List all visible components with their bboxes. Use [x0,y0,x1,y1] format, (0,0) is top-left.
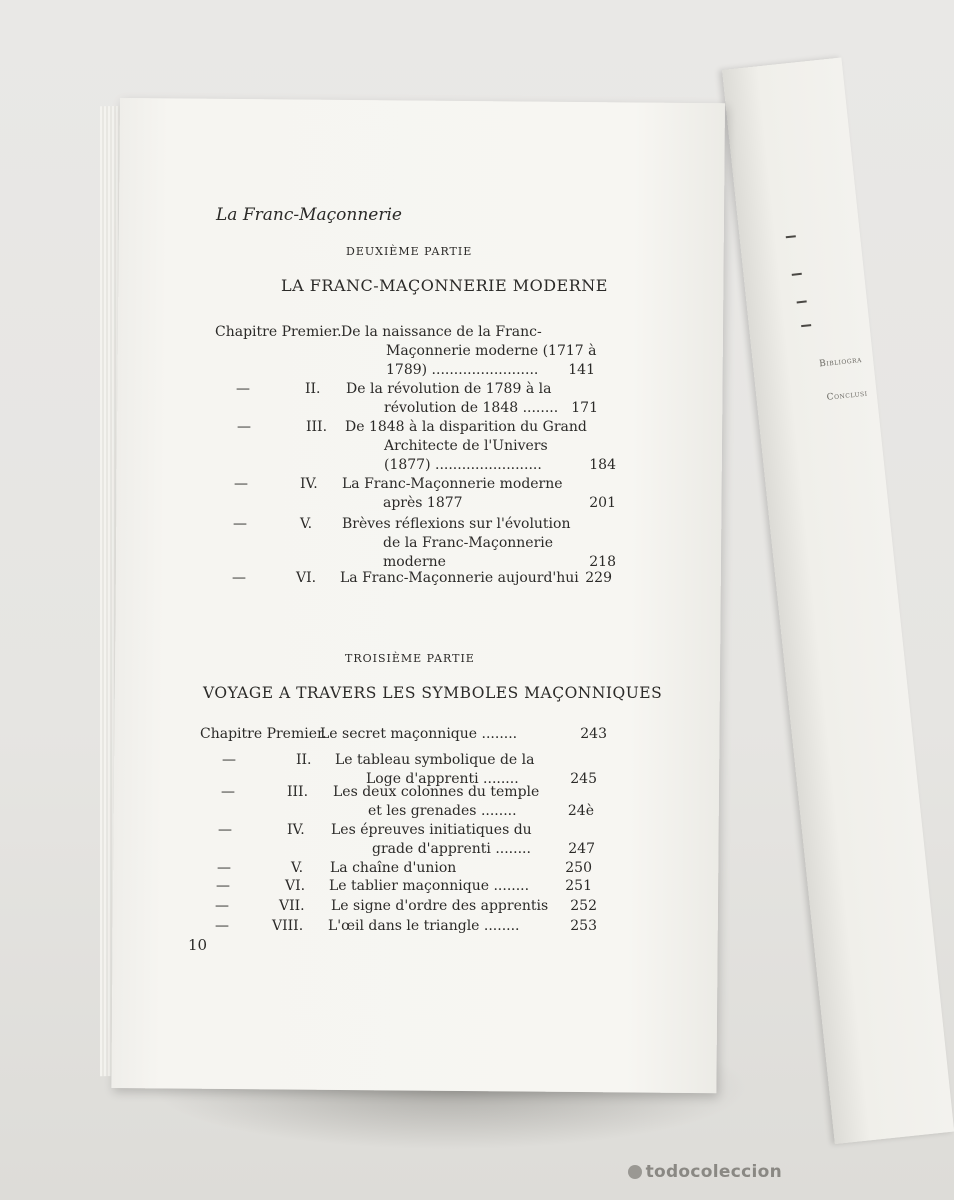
running-head: La Franc-Maçonnerie [216,205,402,225]
facing-conclusion-label: Conclusi [826,388,868,403]
toc-title-line: de la Franc-Maçonnerie [383,535,554,551]
toc-page-number: 247 [568,841,595,857]
toc-chapter-number: III. [287,784,309,800]
facing-page [722,57,954,1144]
toc-page-number: 245 [570,771,597,787]
toc-page-number: 250 [565,860,592,876]
toc-title-line: Maçonnerie moderne (1717 à [386,343,597,359]
toc-dash: — [232,570,246,586]
toc-title-line: La Franc-Maçonnerie aujourd'hui [340,570,579,586]
toc-title-line: (1877) ........................ [384,457,542,473]
toc-dash: — [217,860,231,876]
toc-title-line: 1789) ........................ [386,362,539,378]
toc-chapter-number: III. [306,419,328,435]
toc-page-number: 218 [589,554,616,570]
toc-page-number: 201 [589,495,616,511]
toc-chapter-number: VII. [279,898,305,914]
facing-bibliography-label: Bibliogra [818,354,863,370]
toc-page-number: 243 [580,726,607,742]
toc-dash: — [218,822,232,838]
toc-dash: — [215,898,229,914]
part3-label: TROISIÈME PARTIE [345,652,475,665]
facing-dash [786,235,796,238]
part2-label: DEUXIÈME PARTIE [346,245,473,258]
part2-title: LA FRANC-MAÇONNERIE MODERNE [281,276,608,295]
toc-chapter-number: VIII. [272,918,304,934]
toc-page-number: 252 [570,898,597,914]
toc-title-line: et les grenades ........ [368,803,517,819]
toc-chapter-number: II. [305,381,321,397]
toc-dash: — [215,918,229,934]
toc-title-line: Les épreuves initiatiques du [331,822,532,838]
toc-page-number: 253 [570,918,597,934]
toc-dash: — [222,752,236,768]
toc-title-line: De 1848 à la disparition du Grand [345,419,587,435]
toc-page-number: 184 [589,457,616,473]
facing-dash [801,324,811,327]
toc-title-line: Les deux colonnes du temple [333,784,540,800]
toc-dash: — [234,476,248,492]
toc-page-number: 141 [568,362,595,378]
part3-title: VOYAGE A TRAVERS LES SYMBOLES MAÇONNIQUES [203,684,663,702]
toc-title-line: Le signe d'ordre des apprentis [331,898,549,914]
page-number: 10 [188,936,208,954]
toc-chapter-number: IV. [300,476,318,492]
watermark [628,1162,782,1182]
toc-title-line: La Franc-Maçonnerie moderne [342,476,563,492]
toc-title-line: La chaîne d'union [330,860,457,876]
toc-dash: — [236,381,250,397]
toc-title-line: révolution de 1848 ........ [384,400,559,416]
toc-chapter-number: Chapitre Premier. [200,726,327,742]
toc-title-line: Le secret maçonnique ........ [320,726,518,742]
watermark-text: todocoleccion [645,1162,782,1182]
toc-title-line: Architecte de l'Univers [384,438,548,454]
toc-title-line: De la naissance de la Franc- [341,324,542,340]
toc-dash: — [233,516,247,532]
toc-title-line: grade d'apprenti ........ [372,841,531,857]
toc-chapter-number: Chapitre Premier. [215,324,342,340]
toc-chapter-number: V. [291,860,304,876]
toc-dash: — [216,878,230,894]
toc-dash: — [237,419,251,435]
toc-chapter-number: II. [296,752,312,768]
toc-page-number: 24è [567,803,594,819]
watermark-logo-icon [628,1165,642,1179]
toc-chapter-number: V. [300,516,313,532]
toc-chapter-number: VI. [285,878,306,894]
toc-title-line: De la révolution de 1789 à la [346,381,552,397]
toc-chapter-number: IV. [287,822,305,838]
toc-title-line: Le tableau symbolique de la [335,752,535,768]
toc-chapter-number: VI. [296,570,317,586]
toc-page-number: 171 [571,400,598,416]
toc-title-line: L'œil dans le triangle ........ [328,918,520,934]
toc-title-line: Le tablier maçonnique ........ [329,878,530,894]
toc-title-line: Loge d'apprenti ........ [366,771,519,787]
facing-dash [797,300,807,303]
facing-dash [792,273,802,276]
toc-title-line: après 1877 [383,495,463,511]
toc-dash: — [221,784,235,800]
toc-page-number: 251 [565,878,592,894]
toc-title-line: Brèves réflexions sur l'évolution [342,516,571,532]
toc-page-number: 229 [585,570,612,586]
toc-title-line: moderne [383,554,446,570]
